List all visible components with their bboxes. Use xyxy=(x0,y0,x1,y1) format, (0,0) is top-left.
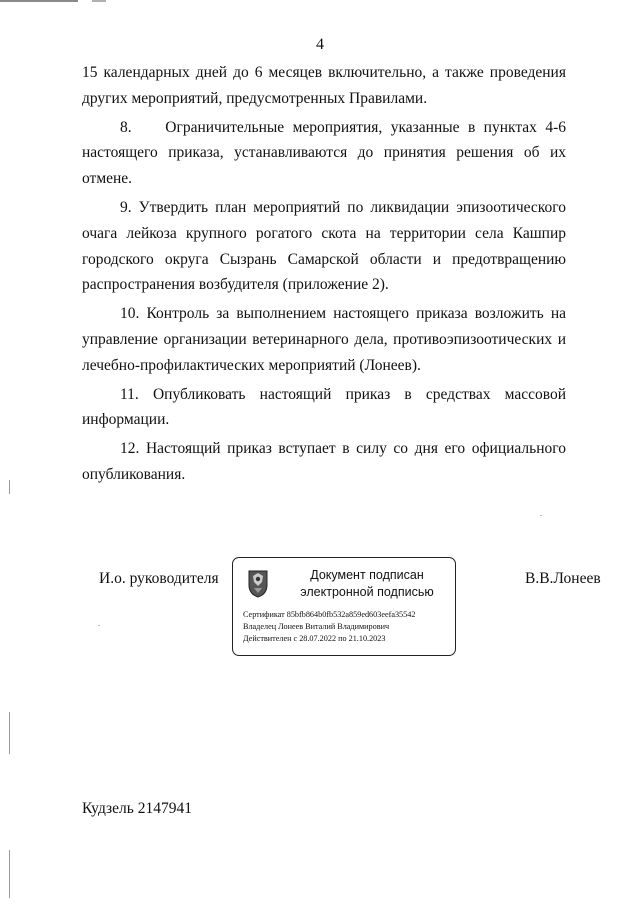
certificate-owner: Владелец Лонеев Виталий Владимирович xyxy=(243,622,390,631)
document-author: Кудзель 2147941 xyxy=(82,800,192,817)
scan-artifact xyxy=(9,480,10,494)
paragraph-12: 12. Настоящий приказ вступает в силу со дня его официального опубликования. xyxy=(82,440,566,483)
paragraph-11: 11. Опубликовать настоящий приказ в средствах массовой информации. xyxy=(82,385,566,429)
stamp-title-line: Документ подписан xyxy=(310,568,424,582)
paragraph-10: 10. Контроль за выполнением настоящего приказа возложить на управление организации ветеринарного дела, противоэпизоотических и лечебно-профилактических мероприятий (Лонеев). xyxy=(82,305,566,374)
coat-of-arms-icon xyxy=(245,568,271,598)
scan-artifact xyxy=(540,515,542,516)
scan-artifact xyxy=(9,712,10,754)
signatory-name: В.В.Лонеев xyxy=(525,570,601,587)
document-body xyxy=(82,60,566,488)
certificate-number: Сертификат 85bfb864b0fb532a859ed603eefa35542 xyxy=(243,610,416,619)
scan-artifact xyxy=(92,0,106,2)
signatory-position: И.о. руководителя xyxy=(99,570,219,587)
scan-artifact xyxy=(98,625,100,626)
scan-artifact xyxy=(0,0,78,2)
stamp-title xyxy=(283,567,451,601)
paragraph-8: 8. Ограничительные мероприятия, указанные в пунктах 4-6 настоящего приказа, устанавливаются до принятия решения об их отмене. xyxy=(82,118,566,188)
scan-artifact xyxy=(9,850,10,898)
page-number: 4 xyxy=(316,36,324,53)
paragraph-continuation: 15 календарных дней до 6 месяцев включительно, а также проведения других мероприятий, предусмотренных Правилами. xyxy=(82,64,566,107)
stamp-details xyxy=(243,609,453,645)
electronic-signature-stamp xyxy=(232,557,456,656)
stamp-title-line: электронной подписью xyxy=(300,585,434,599)
certificate-validity: Действителен с 28.07.2022 по 21.10.2023 xyxy=(243,634,386,643)
paragraph-9: 9. Утвердить план мероприятий по ликвидации эпизоотического очага лейкоза крупного рогатого скота на территории села Кашпир городского округа Сызрань Самарской области и предотвращению распространения возбудителя (приложение 2). xyxy=(82,198,566,294)
